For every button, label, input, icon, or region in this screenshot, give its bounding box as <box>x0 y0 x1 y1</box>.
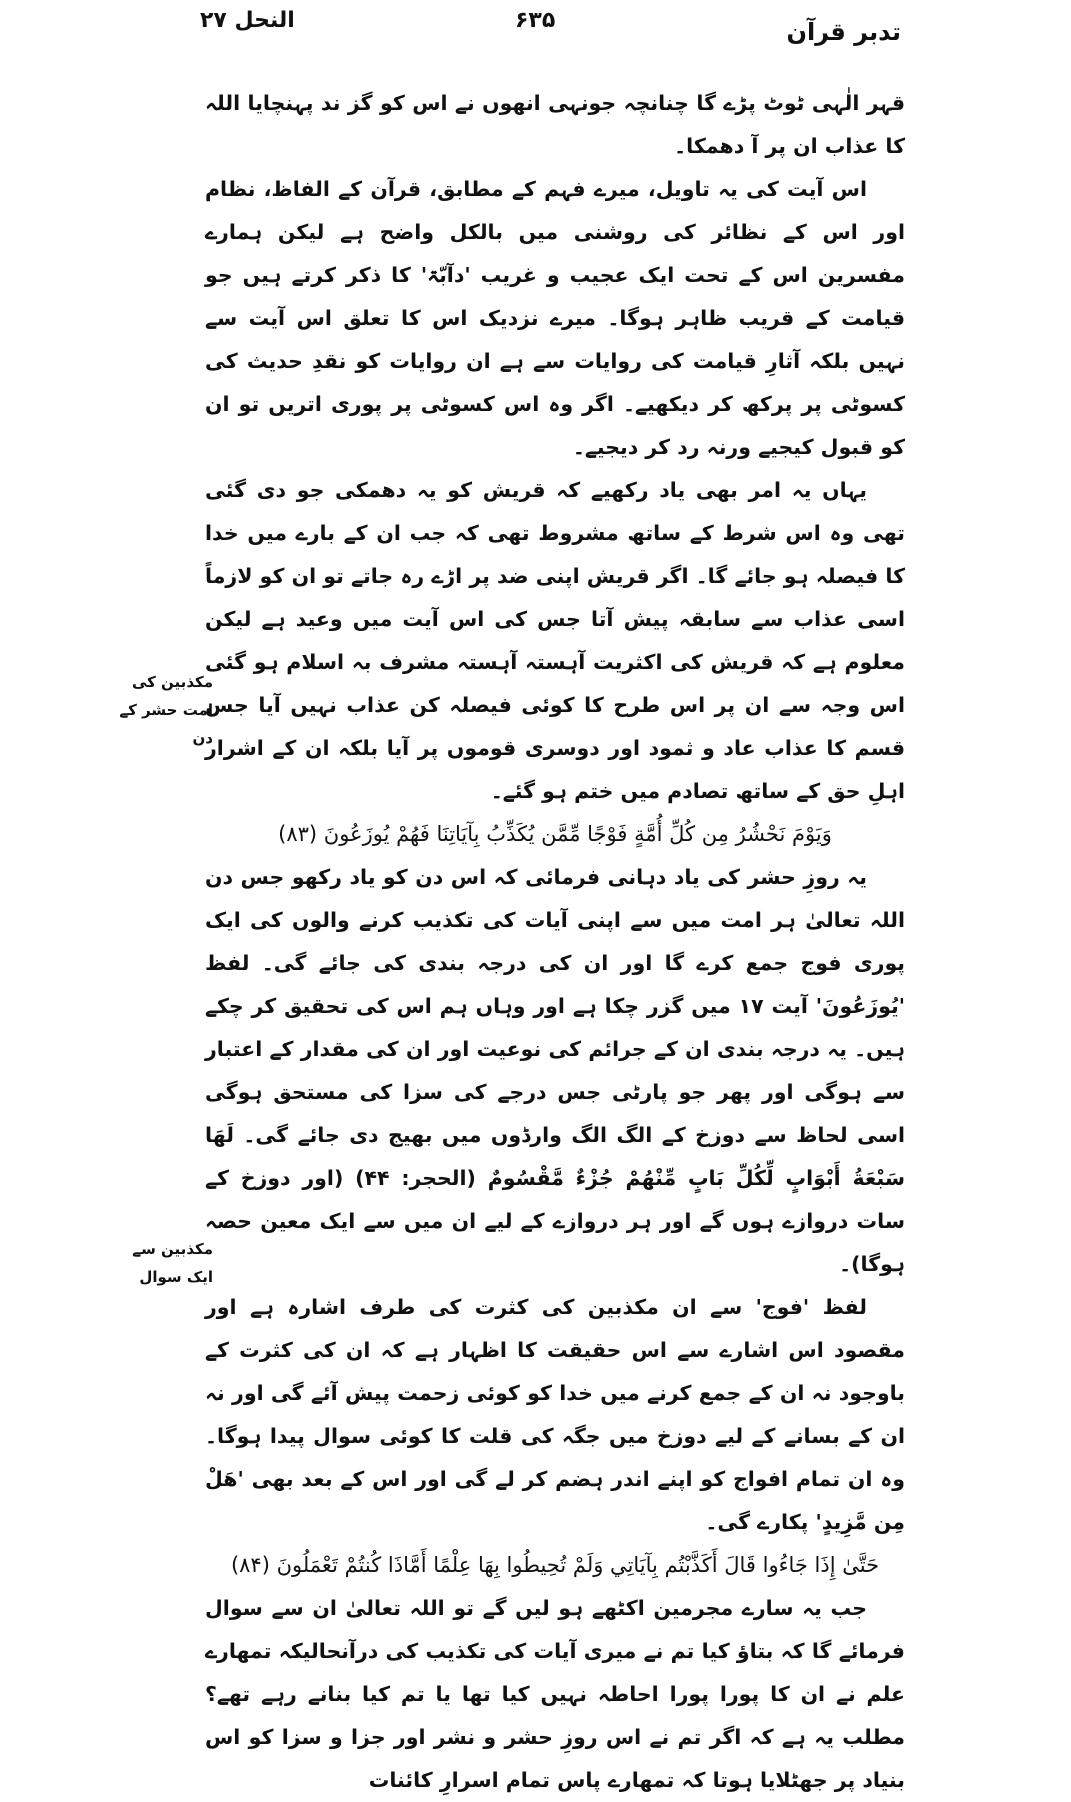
margin-note-2: مکذبین سے ایک سوال <box>132 1240 213 1286</box>
paragraph-6: جب یہ سارے مجرمین اکٹھے ہو لیں گے تو اللہ تعالیٰ ان سے سوال فرمائے گا کہ بتاؤ کیا تم نے میری آیات کی تکذیب کی درآنحالیکہ تمھارے علم نے ان کا پورا پورا احاطہ نہیں کیا تھا یا تم کیا بنانے رہے تھے؟ مطلب یہ ہے کہ اگر تم نے اس روزِ حشر و نشر اور جزا و سزا کو اس بنیاد پر جھٹلایا ہوتا کہ تمھارے پاس تمام اسرارِ کائنات <box>205 1596 905 1792</box>
book-title: تدبر قرآن <box>786 18 901 46</box>
page-header <box>0 8 1071 48</box>
paragraph-5: لفظ 'فوج' سے ان مکذبین کی کثرت کی طرف اشارہ ہے اور مقصود اس اشارے سے اس حقیقت کا اظہار ہے کہ ان کی کثرت کے باوجود نہ ان کے جمع کرنے میں خدا کو کوئی زحمت پیش آئے گی اور نہ ان کے بسانے کے لیے دوزخ میں جگہ کی قلت کا کوئی سوال پیدا ہوگا۔ وہ ان تمام افواج کو اپنے اندر ہضم کر لے گی اور اس کے بعد بھی 'هَلْ مِن مَّزِيدٍ' پکارے گی۔ <box>205 1295 905 1534</box>
paragraph-1: قہر الٰہی ٹوٹ پڑے گا چنانچہ جونہی انھوں نے اس کو گز ند پہنچایا اللہ کا عذاب ان پر آ دھمکا۔ <box>205 91 905 158</box>
margin-note-1: مکذبین کی امت حشر کے دن <box>119 673 213 747</box>
paragraph-3: یہاں یہ امر بھی یاد رکھیے کہ قریش کو یہ دھمکی جو دی گئی تھی وہ اس شرط کے ساتھ مشروط تھی کہ جب ان کے بارے میں خدا کا فیصلہ ہو جائے گا۔ اگر قریش اپنی ضد پر اڑے رہ جاتے تو ان کو لازماً اسی عذاب سے سابقہ پیش آتا جس کی اس آیت میں وعید ہے لیکن معلوم ہے کہ قریش کی اکثریت آہستہ آہستہ مشرف بہ اسلام ہو گئی اس وجہ سے ان پر اس طرح کا کوئی فیصلہ کن عذاب نہیں آیا جس قسم کا عذاب عاد و ثمود اور دوسری قوموں پر آیا بلکہ ان کے اشرار اہلِ حق کے ساتھ تصادم میں ختم ہو گئے۔ <box>205 478 905 803</box>
surah-name: النحل ۲۷ <box>200 8 295 33</box>
paragraph-2: اس آیت کی یہ تاویل، میرے فہم کے مطابق، قرآن کے الفاظ، نظام اور اس کے نظائر کی روشنی میں بالکل واضح ہے لیکن ہمارے مفسرین اس کے تحت ایک عجیب و غریب 'دآبّۃ' کا ذکر کرتے ہیں جو قیامت کے قریب ظاہر ہوگا۔ میرے نزدیک اس کا تعلق اس آیت سے نہیں بلکہ آثارِ قیامت کی روایات سے ہے ان روایات کو نقدِ حدیث کی کسوٹی پر پرکھ کر دیکھیے۔ اگر وہ اس کسوٹی پر پوری اتریں تو ان کو قبول کیجیے ورنہ رد کر دیجیے۔ <box>205 177 905 459</box>
quran-verse-84: حَتَّىٰ إِذَا جَاءُوا قَالَ أَكَذَّبْتُم بِآيَاتِي وَلَمْ تُحِيطُوا بِهَا عِلْمًا أَمَّاذَا كُنتُمْ تَعْمَلُونَ (۸۴) <box>230 1553 880 1577</box>
page-body <box>205 82 905 1802</box>
paragraph-4: یہ روزِ حشر کی یاد دہانی فرمائی کہ اس دن کو یاد رکھو جس دن اللہ تعالیٰ ہر امت میں سے اپنی آیات کی تکذیب کرنے والوں کی ایک پوری فوج جمع کرے گا اور ان کی درجہ بندی کی جائے گی۔ لفظ 'یُوزَعُونَ' آیت ۱۷ میں گزر چکا ہے اور وہاں ہم اس کی تحقیق کر چکے ہیں۔ یہ درجہ بندی ان کے جرائم کی نوعیت اور ان کی مقدار کے اعتبار سے ہوگی اور پھر جو پارٹی جس درجے کی سزا کی مستحق ہوگی اسی لحاظ سے دوزخ کے الگ الگ وارڈوں میں بھیج دی جائے گی۔ لَهَا سَبْعَةُ أَبْوَابٍ لِّكُلِّ بَابٍ مِّنْهُمْ جُزْءٌ مَّقْسُومٌ (الحجر: ۴۴) (اور دوزخ کے سات دروازے ہوں گے اور ہر دروازے کے لیے ان میں سے ایک معین حصہ ہوگا)۔ <box>205 865 905 1276</box>
page-number: ۶۳۵ <box>515 8 556 33</box>
quran-verse-83: وَيَوْمَ نَحْشُرُ مِن كُلِّ أُمَّةٍ فَوْجًا مِّمَّن يُكَذِّبُ بِآيَاتِنَا فَهُمْ يُوزَعُونَ (۸۳) <box>278 822 832 846</box>
